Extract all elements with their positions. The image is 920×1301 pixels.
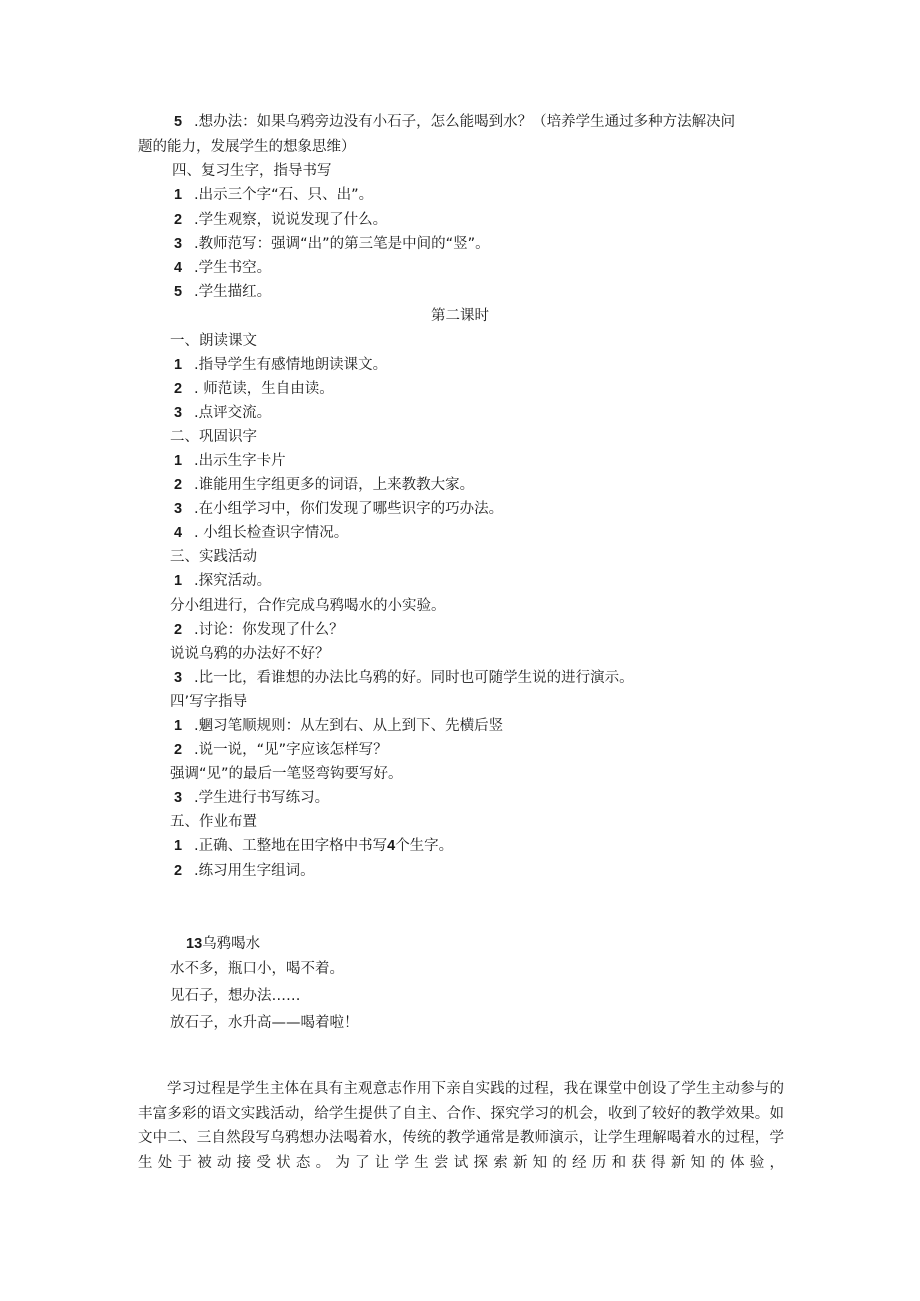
review-item-1: [174, 185, 373, 205]
board-line-3: 放石子，水升高——喝着啦！: [170, 1015, 359, 1031]
item-count: 4: [387, 838, 396, 854]
item-text: .学生书空。: [194, 260, 272, 276]
literacy-heading: 二、巩固识字: [170, 429, 257, 445]
item-number: 2: [174, 477, 183, 493]
board-line-2: 见石子，想办法……: [170, 988, 301, 1004]
item-text: .练习用生字组词。: [194, 863, 315, 879]
board-title-number: 13: [186, 936, 203, 952]
item-text: .指导学生有感情地朗读课文。: [194, 357, 388, 373]
literacy-item-4: [174, 523, 348, 543]
method-item-5-continuation: 题的能力，发展学生的想象思维）: [138, 139, 356, 155]
item-text: .正确、工整地在田字格中书写: [194, 838, 388, 854]
item-number: 2: [174, 742, 183, 758]
item-number: 3: [174, 790, 183, 806]
item-number: 1: [174, 357, 183, 373]
review-item-2: [174, 210, 387, 230]
item-text: .谁能用生字组更多的词语，上来教教大家。: [194, 477, 475, 493]
item-text: .点评交流。: [194, 405, 272, 421]
item-number: 3: [174, 405, 183, 421]
item-number: 5: [174, 114, 183, 130]
item-text: .出示生字卡片: [194, 453, 286, 469]
writing-item-1: [174, 716, 503, 736]
item-number: 5: [174, 284, 183, 300]
practice-note-1: 分小组进行，合作完成乌鸦喝水的小实验。: [170, 598, 446, 614]
homework-item-1: [174, 836, 453, 856]
review-item-4: [174, 258, 271, 278]
item-number: 1: [174, 187, 183, 203]
item-number: 3: [174, 236, 183, 252]
item-number: 2: [174, 622, 183, 638]
writing-item-2: [174, 740, 388, 760]
lesson-title: 第二课时: [431, 308, 489, 324]
item-number: 4: [174, 525, 183, 541]
item-text: .学生描红。: [194, 284, 272, 300]
item-number: 2: [174, 212, 183, 228]
item-text: .讨论：你发现了什么？: [194, 622, 344, 638]
item-text: .探究活动。: [194, 573, 272, 589]
literacy-item-3: [174, 499, 503, 519]
reflection-paragraph: 学习过程是学生主体在具有主观意志作用下亲自实践的过程，我在课堂中创设了学生主动参与的丰富多彩的语文实践活动，给学生提供了自主、合作、探究学习的机会，收到了较好的教学效果。如文中二、三自然段写乌鸦想办法喝着水，传统的教学通常是教师演示，让学生理解喝着水的过程，学生处于被动接受状态。为了让学生尝试探索新知的经历和获得新知的体验，: [138, 1081, 784, 1171]
item-text: .想办法：如果乌鸦旁边没有小石子，怎么能喝到水？（培养学生通过多种方法解决问: [194, 114, 736, 130]
reading-item-1: [174, 355, 387, 375]
item-number: 3: [174, 501, 183, 517]
reading-heading: 一、朗读课文: [170, 333, 257, 349]
item-text: .魍习笔顺规则：从左到右、从上到下、先横后竖: [194, 718, 504, 734]
review-item-5: [174, 282, 271, 302]
item-number: 1: [174, 573, 183, 589]
board-line-1: 水不多，瓶口小，喝不着。: [170, 961, 344, 977]
method-item-5: [174, 112, 735, 132]
item-number: 1: [174, 838, 183, 854]
writing-item-3: [174, 788, 329, 808]
item-text: .在小组学习中，你们发现了哪些识字的巧办法。: [194, 501, 504, 517]
writing-heading: 四’写字指导: [170, 694, 248, 710]
literacy-item-2: [174, 475, 474, 495]
item-text: .出示三个字“石、只、出”。: [194, 187, 374, 203]
literacy-item-1: [174, 451, 286, 471]
item-number: 2: [174, 381, 183, 397]
item-number: 1: [174, 718, 183, 734]
practice-item-3: [174, 668, 634, 688]
board-title: [186, 934, 260, 954]
item-text: .比一比，看谁想的办法比乌鸦的好。同时也可随学生说的进行演示。: [194, 670, 634, 686]
item-text: .学生进行书写练习。: [194, 790, 330, 806]
item-tail: 个生字。: [395, 838, 454, 854]
reading-item-3: [174, 403, 271, 423]
practice-note-2: 说说乌鸦的办法好不好？: [170, 646, 330, 662]
review-item-3: [174, 234, 490, 254]
practice-heading: 三、实践活动: [170, 549, 257, 565]
board-title-text: 乌鸦喝水: [202, 936, 261, 952]
writing-note-2: 强调“见”的最后一笔竖弯钩要写好。: [170, 766, 403, 782]
item-number: 3: [174, 670, 183, 686]
item-text: .说一说，“见”字应该怎样写？: [194, 742, 388, 758]
item-number: 2: [174, 863, 183, 879]
homework-item-2: [174, 861, 315, 881]
item-text: . 师范读，生自由读。: [194, 381, 334, 397]
item-number: 4: [174, 260, 183, 276]
item-text: . 小组长检查识字情况。: [194, 525, 349, 541]
review-heading: 四、复习生字，指导书写: [172, 163, 332, 179]
reading-item-2: [174, 379, 334, 399]
item-text: .学生观察，说说发现了什么。: [194, 212, 388, 228]
homework-heading: 五、作业布置: [170, 814, 257, 830]
practice-item-1: [174, 571, 271, 591]
item-number: 1: [174, 453, 183, 469]
item-text: .教师范写：强调“出”的第三笔是中间的“竖”。: [194, 236, 490, 252]
practice-item-2: [174, 620, 344, 640]
